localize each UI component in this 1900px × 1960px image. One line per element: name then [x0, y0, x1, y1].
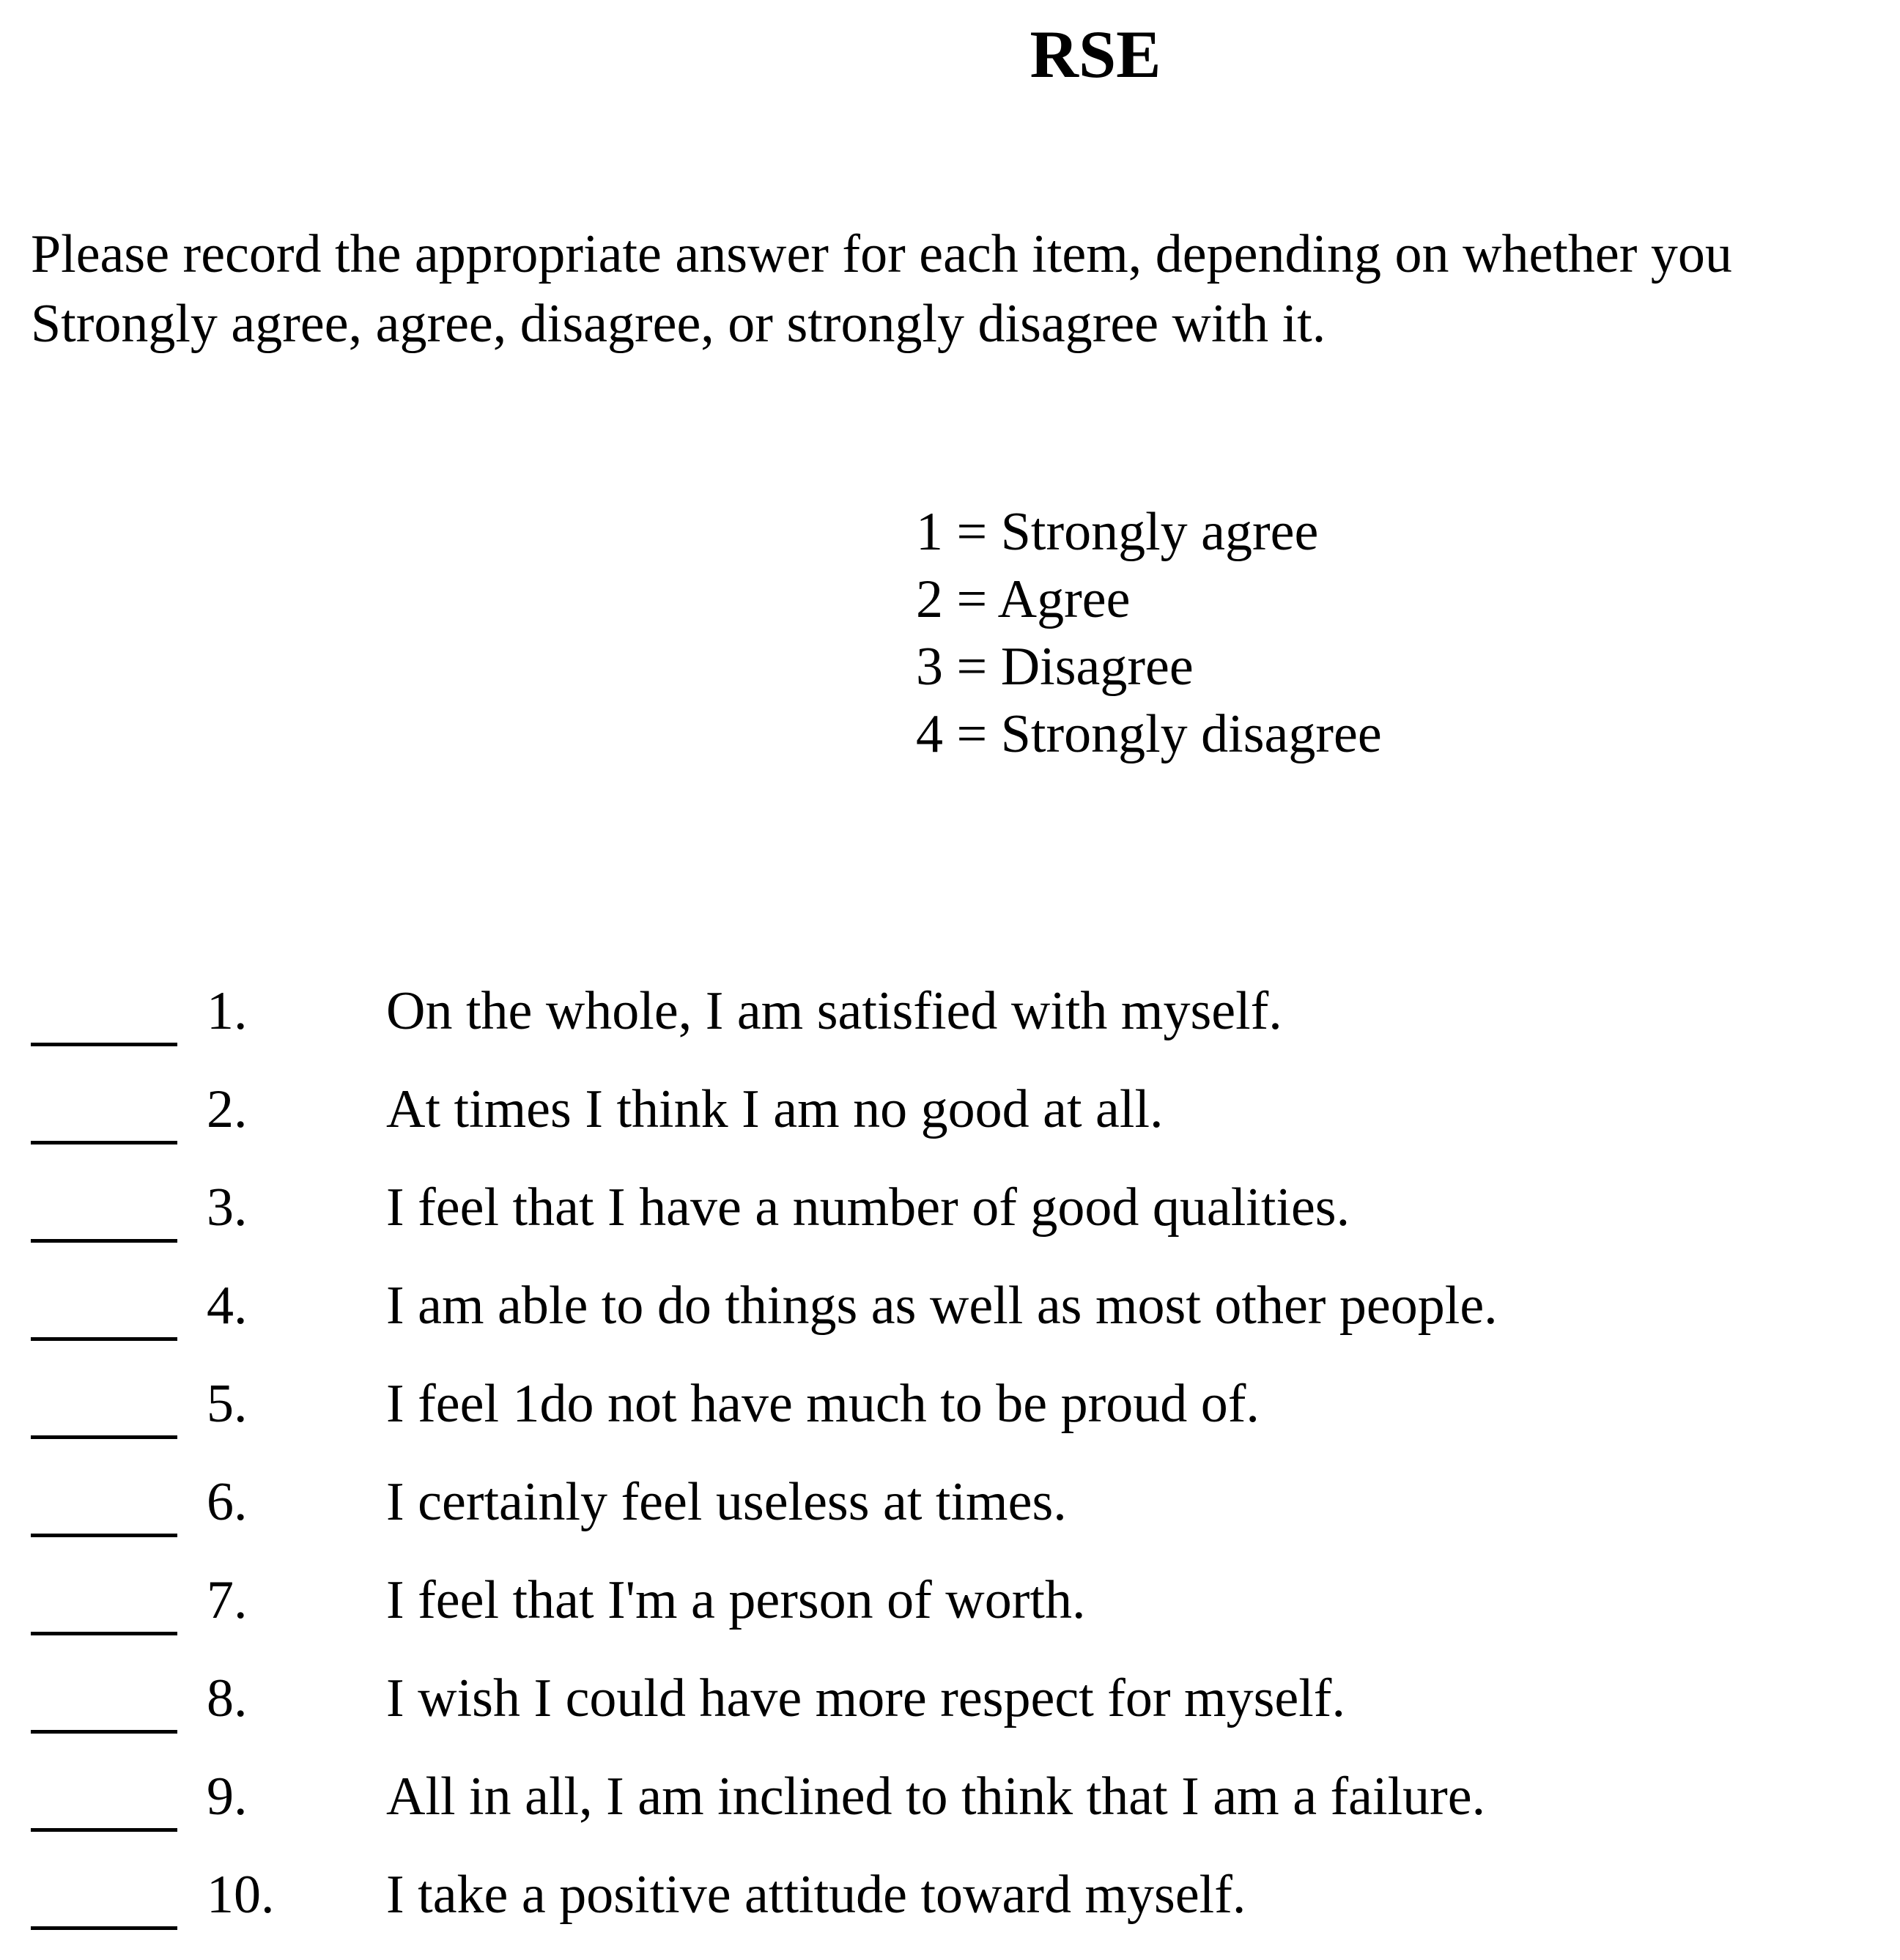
- answer-blank[interactable]: [31, 1534, 177, 1537]
- item-statement: I feel that I have a number of good qualities.: [386, 1177, 1350, 1238]
- answer-blank[interactable]: [31, 1926, 177, 1930]
- item-number: 8.: [207, 1668, 248, 1728]
- item-row: [31, 1764, 1892, 1862]
- item-statement: I certainly feel useless at times.: [386, 1472, 1067, 1532]
- answer-blank[interactable]: [31, 1141, 177, 1144]
- item-statement: I take a positive attitude toward myself.: [386, 1865, 1246, 1925]
- item-statement: All in all, I am inclined to think that I am a failure.: [386, 1767, 1486, 1827]
- scale-option-strongly-disagree: 4 = Strongly disagree: [916, 704, 1382, 764]
- instructions: [31, 220, 1896, 359]
- item-row: [31, 1175, 1892, 1273]
- item-statement: On the whole, I am satisfied with myself.: [386, 981, 1282, 1041]
- response-scale: [916, 498, 1382, 768]
- item-row: [31, 1273, 1892, 1371]
- answer-blank[interactable]: [31, 1730, 177, 1734]
- item-row: [31, 1469, 1892, 1567]
- item-list: [31, 978, 1892, 1960]
- scale-option-agree: 2 = Agree: [916, 569, 1131, 629]
- answer-blank[interactable]: [31, 1632, 177, 1635]
- scale-option-strongly-agree: 1 = Strongly agree: [916, 502, 1319, 562]
- instructions-line: Strongly agree, agree, disagree, or strongly disagree with it.: [31, 294, 1326, 354]
- item-number: 6.: [207, 1472, 248, 1532]
- answer-blank[interactable]: [31, 1239, 177, 1243]
- item-row: [31, 1862, 1892, 1960]
- item-statement: At times I think I am no good at all.: [386, 1079, 1164, 1139]
- item-number: 1.: [207, 981, 248, 1041]
- answer-blank[interactable]: [31, 1828, 177, 1832]
- item-number: 4.: [207, 1276, 248, 1336]
- item-statement: I feel that I'm a person of worth.: [386, 1570, 1086, 1630]
- item-row: [31, 1076, 1892, 1175]
- item-statement: I am able to do things as well as most other people.: [386, 1276, 1498, 1336]
- item-statement: I wish I could have more respect for myself.: [386, 1668, 1345, 1728]
- item-number: 3.: [207, 1177, 248, 1238]
- item-row: [31, 978, 1892, 1076]
- document-title: RSE: [1030, 17, 1161, 92]
- item-row: [31, 1371, 1892, 1469]
- item-row: [31, 1567, 1892, 1665]
- item-number: 9.: [207, 1767, 248, 1827]
- item-statement: I feel 1do not have much to be proud of.: [386, 1374, 1260, 1434]
- item-number: 10.: [207, 1865, 275, 1925]
- scale-option-disagree: 3 = Disagree: [916, 637, 1194, 697]
- item-number: 5.: [207, 1374, 248, 1434]
- item-number: 7.: [207, 1570, 248, 1630]
- answer-blank[interactable]: [31, 1043, 177, 1046]
- answer-blank[interactable]: [31, 1435, 177, 1439]
- item-number: 2.: [207, 1079, 248, 1139]
- item-row: [31, 1665, 1892, 1764]
- answer-blank[interactable]: [31, 1337, 177, 1341]
- instructions-line: Please record the appropriate answer for each item, depending on whether you: [31, 224, 1732, 284]
